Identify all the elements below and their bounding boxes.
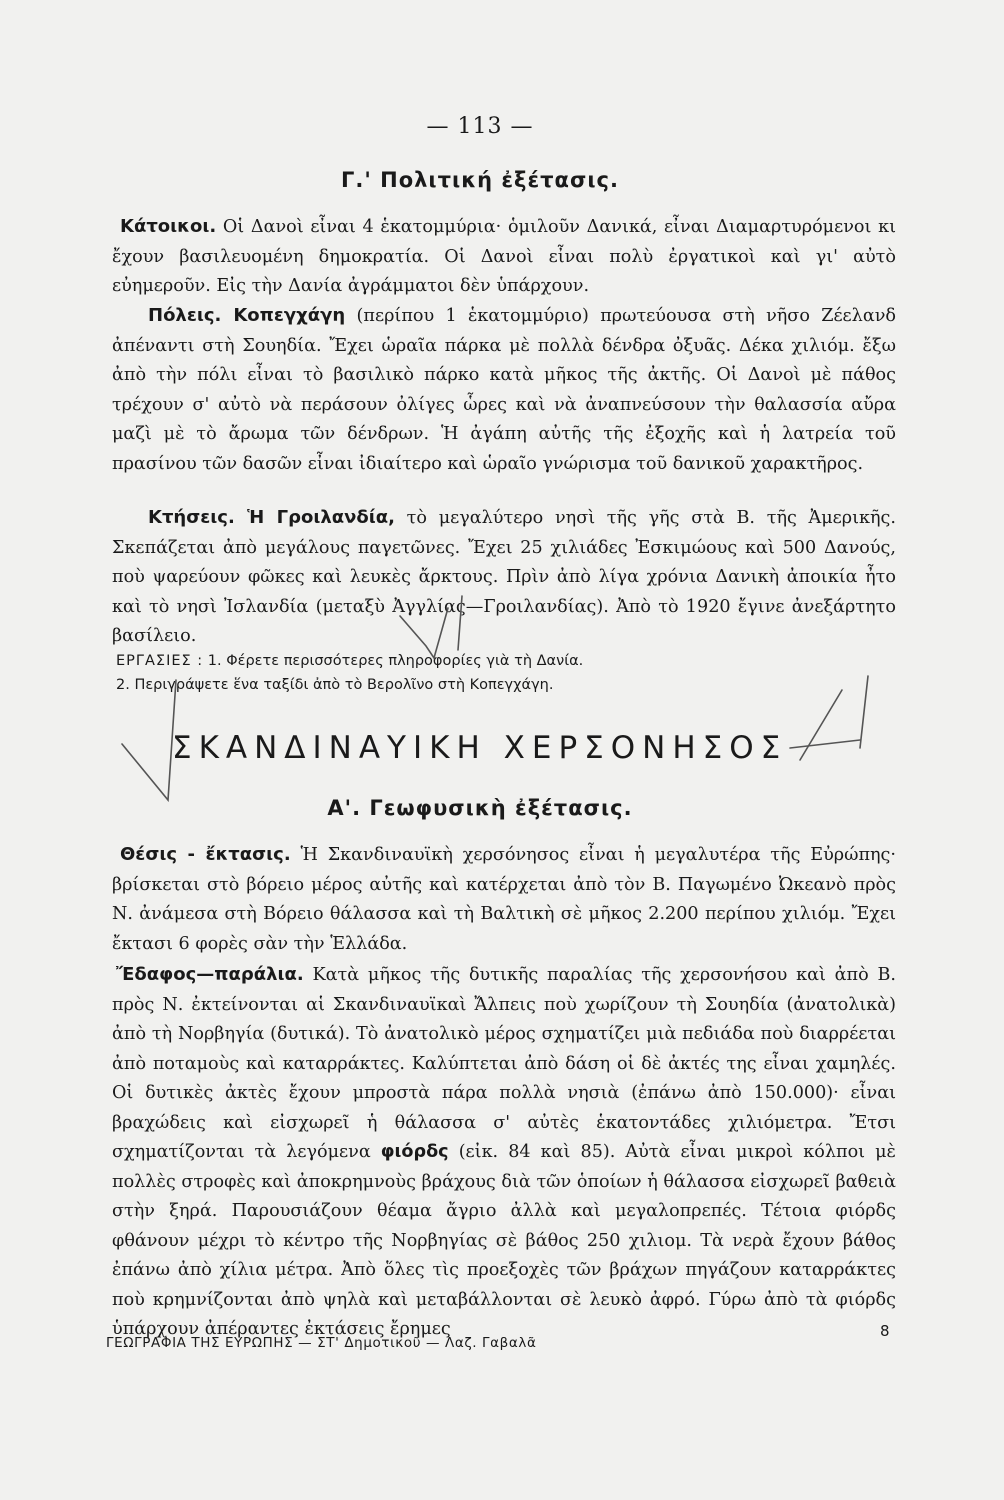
paragraph-text: τὸ μεγαλύτερο νησὶ τῆς γῆς στὰ Β. τῆς Ἀμερικῆς. Σκεπάζεται ἀπὸ μεγάλους παγετῶνες. Ἔχει 25 χιλιάδες Ἐσκιμώους καὶ 500 Δανούς, ποὺ ψαρεύουν φῶκες καὶ λευκὲς ἄρκτους. Πρὶν ἀπὸ λίγα χρόνια Δανικὴ ἀποικία ἦτο καὶ τὸ νησὶ Ἰσλανδία (μεταξὺ Ἀγγλίας—Γροιλανδίας). Ἀπὸ τὸ 1920 ἔγινε ἀνεξάρτητο βασίλειο. (112, 508, 896, 646)
paragraph-text: Οἱ Δανοὶ εἶναι 4 ἑκατομμύρια· ὁμιλοῦν Δανικά, εἶναι Διαμαρτυρόμενοι κι ἔχουν βασιλευομένη δημοκρατία. Οἱ Δανοὶ εἶναι πολὺ ἐργατικοὶ καὶ γι' αὐτὸ εὐημεροῦν. Εἰς τὴν Δανία ἀγράμματοι δὲν ὑπάρχουν. (112, 217, 896, 296)
section-title-geophysical: Α'. Γεωφυσικὴ ἐξέτασις. (327, 796, 633, 820)
pencil-slash-left (122, 680, 176, 800)
paragraph-text: (περίπου 1 ἑκατομμύριο) πρωτεύουσα στὴ νῆσο Ζέελανδ ἀπέναντι στὴ Σουηδία. Ἔχει ὡραῖα πάρκα μὲ πολλὰ δένδρα ὀξυᾶς. Δέκα χιλιόμ. ἔξω ἀπὸ τὴν πόλι εἶναι τὸ βασιλικὸ πάρκο κατὰ μῆκος τῆς ἀκτῆς. Οἱ Δανοὶ μὲ πάθος τρέχουν σ' αὐτὸ νὰ περάσουν ὀλίγες ὧρες καὶ νὰ ἀναπνεύσουν τὴν θαλασσία αὔρα μαζὶ μὲ τὸ ἄρωμα τῶν δένδρων. Ἡ ἀγάπη αὐτῆς τῆς ἐξοχῆς καὶ ἡ λατρεία τοῦ πρασίνου τῶν δασῶν εἶναι ἰδιαίτερο καὶ ὡραῖο γνώρισμα τοῦ δανικοῦ χαρακτῆρος. (112, 306, 896, 474)
paragraph-inhabitants (112, 212, 896, 302)
exercise-text: 1. Φέρετε περισσότερες πληροφορίες γιὰ τὴ Δανία. (203, 653, 584, 669)
chapter-heading: ΣΚΑΝΔΙΝΑΥΙΚΗ ΧΕΡΣΟΝΗΣΟΣ (172, 730, 788, 766)
exercises-label: ΕΡΓΑΣΙΕΣ : (116, 653, 204, 669)
paragraph-lead: Κάτοικοι. (120, 216, 217, 237)
pencil-dash (790, 740, 860, 748)
paragraph-text: (εἰκ. 84 καὶ 85). Αὐτὰ εἶναι μικροὶ κόλποι μὲ πολλὲς στροφὲς καὶ ἀποκρημνοὺς βράχους διὰ τῶν ὁποίων ἡ θάλασσα εἰσχωρεῖ βαθειὰ στὴν ξηρά. Παρουσιάζουν θέαμα ἄγριο ἀλλὰ καὶ μεγαλοπρεπές. Τέτοια φιόρδς φθάνουν μέχρι τὸ κέντρο τῆς Νορβηγίας σὲ βάθος 250 χιλιομ. Τὰ νερὰ ἔχουν βάθος ἐπάνω ἀπὸ χίλια μέτρα. Ἀπὸ ὅλες τὶς προεξοχὲς τῶν βράχων πηγάζουν καταρράκτες ποὺ κρημνίζονται ἀπὸ ψηλὰ καὶ μεταβάλλονται σὲ λευκὸ ἀφρό. Γύρω ἀπὸ τὰ φιόρδς ὑπάρχουν ἀπέραντες ἐκτάσεις ἔρημες (112, 1142, 896, 1339)
paragraph-lead: Θέσις - ἔκτασις. (120, 844, 291, 865)
footer-book-title: ΓΕΩΓΡΑΦΙΑ ΤΗΣ ΕΥΡΩΠΗΣ — ΣΤ' Δημοτικοῦ — Λαζ. Γαβαλᾶ (106, 1335, 537, 1351)
term-fjords: φιόρδς (380, 1142, 449, 1162)
paragraph-text: Κατὰ μῆκος τῆς δυτικῆς παραλίας τῆς χερσονήσου καὶ ἀπὸ Β. πρὸς Ν. ἐκτείνονται αἱ Σκανδιναυϊκαὶ Ἄλπεις ποὺ χωρίζουν τὴ Σουηδία (ἀνατολικὰ) ἀπὸ τὴ Νορβηγία (δυτικά). Τὸ ἀνατολικὸ μέρος σχηματίζει μιὰ πεδιάδα ποὺ διαρρέεται ἀπὸ ποταμοὺς καὶ καταρράκτες. Καλύπτεται ἀπὸ δάση οἱ δὲ ἀκτές της εἶναι χαμηλές. Οἱ δυτικὲς ἀκτὲς ἔχουν μπροστὰ πάρα πολλὰ νησιὰ (ἐπάνω ἀπὸ 150.000)· εἶναι βραχώδεις καὶ εἰσχωρεῖ ἡ θάλασσα σ' αὐτὲς ἑκατοντάδες χιλιόμετρα. Ἔτσι σχηματίζονται τὰ λεγόμενα (112, 965, 896, 1162)
paragraph-text: Ἡ Σκανδιναυϊκὴ χερσόνησος εἶναι ἡ μεγαλυτέρα τῆς Εὐρώπης· βρίσκεται στὸ βόρειο μέρος αὐτῆς καὶ κατέρχεται ἀπὸ τὸν Β. Παγωμένο Ὠκεανὸ πρὸς Ν. ἀνάμεσα στὴ Βόρειο θάλασσα καὶ τὴ Βαλτικὴ σὲ μῆκος 2.200 περίπου χιλιόμ. Ἔχει ἔκτασι 6 φορὲς σὰν τὴν Ἑλλάδα. (112, 845, 897, 954)
paragraph-cities (112, 301, 896, 479)
paragraph-lead: Κτήσεις. Ἡ Γροιλανδία, (148, 507, 395, 528)
section-title-political: Γ.' Πολιτική ἐξέτασις. (341, 168, 619, 192)
paragraph-terrain-coast (112, 960, 896, 1345)
paragraph-lead: Ἔδαφος—παράλια. (116, 964, 304, 985)
paragraph-position-extent (112, 840, 896, 959)
exercise-item-1 (116, 650, 916, 673)
paragraph-possessions (112, 503, 896, 652)
pencil-slash-right-1 (800, 690, 842, 760)
page-number: — 113 — (426, 114, 534, 139)
footer-signature-mark: 8 (880, 1322, 890, 1340)
exercise-text: 2. Περιγράψετε ἕνα ταξίδι ἀπὸ τὸ Βερολῖνο στὴ Κοπεγχάγη. (116, 677, 554, 693)
exercise-item-2 (116, 674, 916, 697)
paragraph-lead: Πόλεις. Κοπεγχάγη (148, 305, 346, 326)
